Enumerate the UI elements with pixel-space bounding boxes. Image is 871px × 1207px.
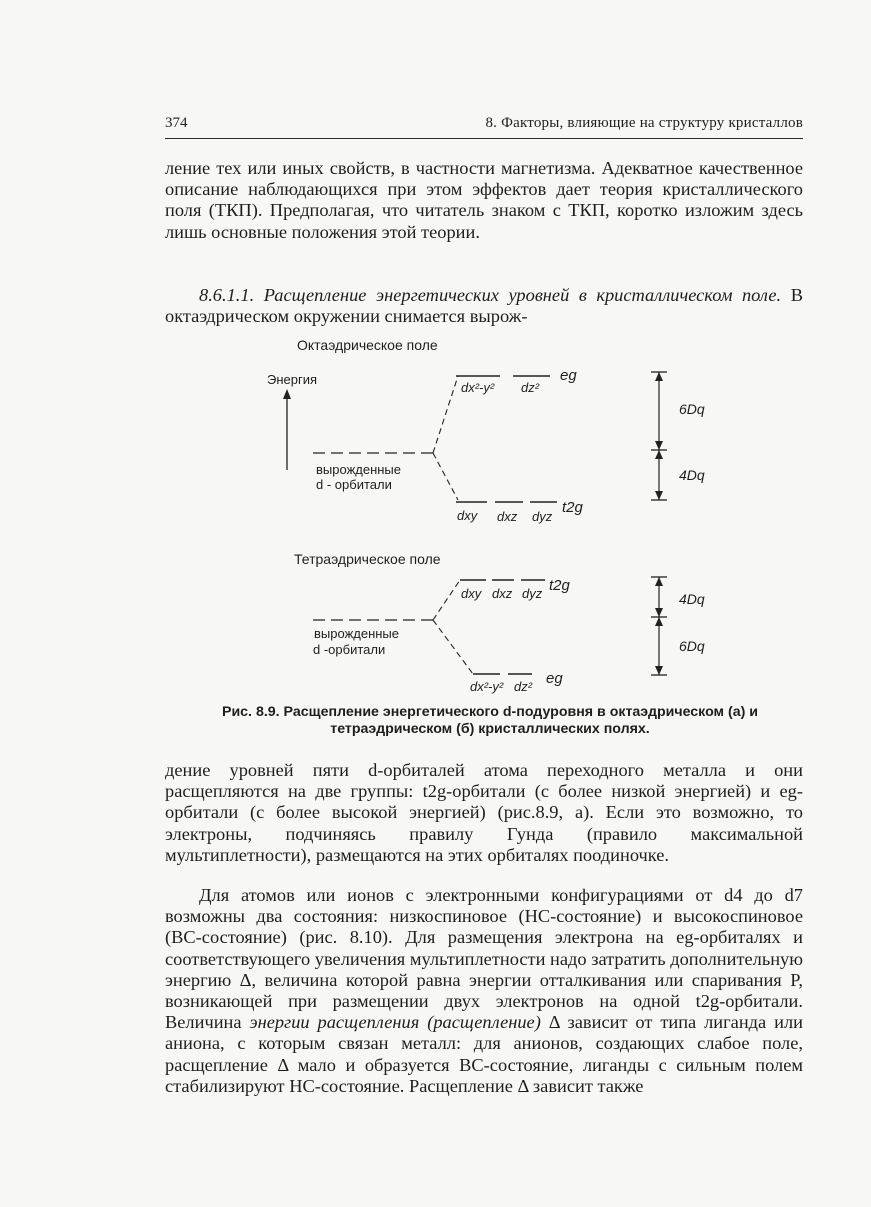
oct-orbital-dx2y2: dx²-y² — [461, 380, 495, 395]
tet-eg-label: eg — [546, 670, 563, 687]
caption-text: Расщепление энергетического d-подуровня в октаэдрическом (а) и тетраэдрическом (б) кристаллических полях. — [279, 704, 758, 737]
tet-orbital-dxy: dxy — [461, 586, 482, 601]
tet-arrow-3 — [655, 617, 663, 626]
paragraph-4-part-b: Δ зависит от типа лиганда или аниона, с которым связан металл: для анионов, создающих слабое поле, расщепление Δ мало и образуется ВС-состояние, лиганды с сильным полем стабилизируют НС-состояние. Расщепление Δ зависит также — [165, 1012, 803, 1096]
oct-gap-4dq: 4Dq — [679, 467, 705, 483]
term-splitting-energy: энергии расщепления (расщепление) — [249, 1012, 541, 1033]
splitting-diagram — [0, 330, 871, 710]
paragraph-3: дение уровней пяти d-орбиталей атома переходного металла и они расщепляются на две группы: t2g-орбитали (с более низкой энергией) и eg-орбитали (с более высокой энергией) (рис.8.9, а). Если это возможно, то электроны, подчиняясь правилу Гунда (правило максимальной мультиплетности), размещаются на этих орбиталях поодиночке. — [165, 760, 803, 865]
oct-split-up — [433, 376, 458, 453]
tet-orbital-dz2: dz² — [514, 679, 533, 694]
oct-arrow-1 — [655, 372, 663, 381]
tet-arrow-2 — [655, 608, 663, 617]
tet-orbital-dxz: dxz — [492, 586, 513, 601]
oct-gap-6dq: 6Dq — [679, 401, 705, 417]
oct-orbital-dz2: dz² — [521, 380, 540, 395]
tet-degenerate-label-1: вырожденные — [314, 626, 400, 641]
paragraph-4 — [165, 885, 803, 1097]
oct-t2g-label: t2g — [562, 499, 583, 516]
tet-degenerate-label-2: d -орбитали — [313, 642, 386, 657]
oct-orbital-dxz: dxz — [497, 509, 518, 524]
tet-arrow-1 — [655, 577, 663, 586]
running-title: 8. Факторы, влияющие на структуру кристаллов — [485, 115, 803, 131]
tet-split-up — [433, 580, 460, 620]
caption-label: Рис. 8.9. — [221, 704, 280, 720]
tet-orbital-dx2y2: dx²-y² — [470, 679, 504, 694]
paragraph-4-part-a: Для атомов или ионов с электронными конфигурациями от d4 до d7 возможны два состояния: низкоспиновое (НС-состояние) и высокоспиновое (ВС-состояние) (рис. 8.10). Для размещения электрона на eg-орбиталях и соответствующего увеличения мультиплетности надо затратить дополнительную энергию Δ, величина которой равна энергии отталкивания или спаривания P, возникающей при размещении двух электронов на одной t2g-орбитали. Величина — [165, 885, 803, 1033]
oct-orbital-dyz: dyz — [532, 509, 553, 524]
oct-eg-label: eg — [560, 367, 577, 384]
page-number: 374 — [165, 115, 188, 131]
oct-orbital-dxy: dxy — [457, 508, 478, 523]
octahedral-title: Октаэдрическое поле — [297, 337, 438, 353]
tet-split-down — [433, 620, 473, 674]
oct-arrow-2 — [655, 441, 663, 450]
tet-orbital-dyz: dyz — [522, 586, 543, 601]
paragraph-2 — [165, 285, 803, 327]
tetrahedral-title: Тетраэдрическое поле — [294, 551, 441, 567]
header-rule — [165, 138, 803, 139]
paragraph-1: ление тех или иных свойств, в частности магнетизма. Адекватное качественное описание наблюдающихся при этом эффектов дает теория кристаллического поля (ТКП). Предполагая, что читатель знаком с ТКП, коротко изложим здесь лишь основные положения этой теории. — [165, 158, 803, 242]
paragraph-2-body: В октаэдрическом окружении снимается вырож- — [165, 285, 803, 327]
section-heading: 8.6.1.1. Расщепление энергетических уровней в кристаллическом поле. — [199, 285, 782, 305]
oct-arrow-4 — [655, 491, 663, 500]
energy-label: Энергия — [267, 372, 318, 387]
figure-caption — [170, 704, 810, 738]
oct-degenerate-label-2: d - орбитали — [316, 477, 392, 492]
tet-gap-4dq: 4Dq — [679, 591, 705, 607]
tet-arrow-4 — [655, 666, 663, 675]
tet-t2g-label: t2g — [549, 577, 570, 594]
tet-gap-6dq: 6Dq — [679, 638, 705, 654]
oct-degenerate-label-1: вырожденные — [316, 462, 402, 477]
oct-arrow-3 — [655, 450, 663, 459]
energy-arrowhead — [283, 389, 291, 399]
oct-split-down — [433, 453, 458, 500]
